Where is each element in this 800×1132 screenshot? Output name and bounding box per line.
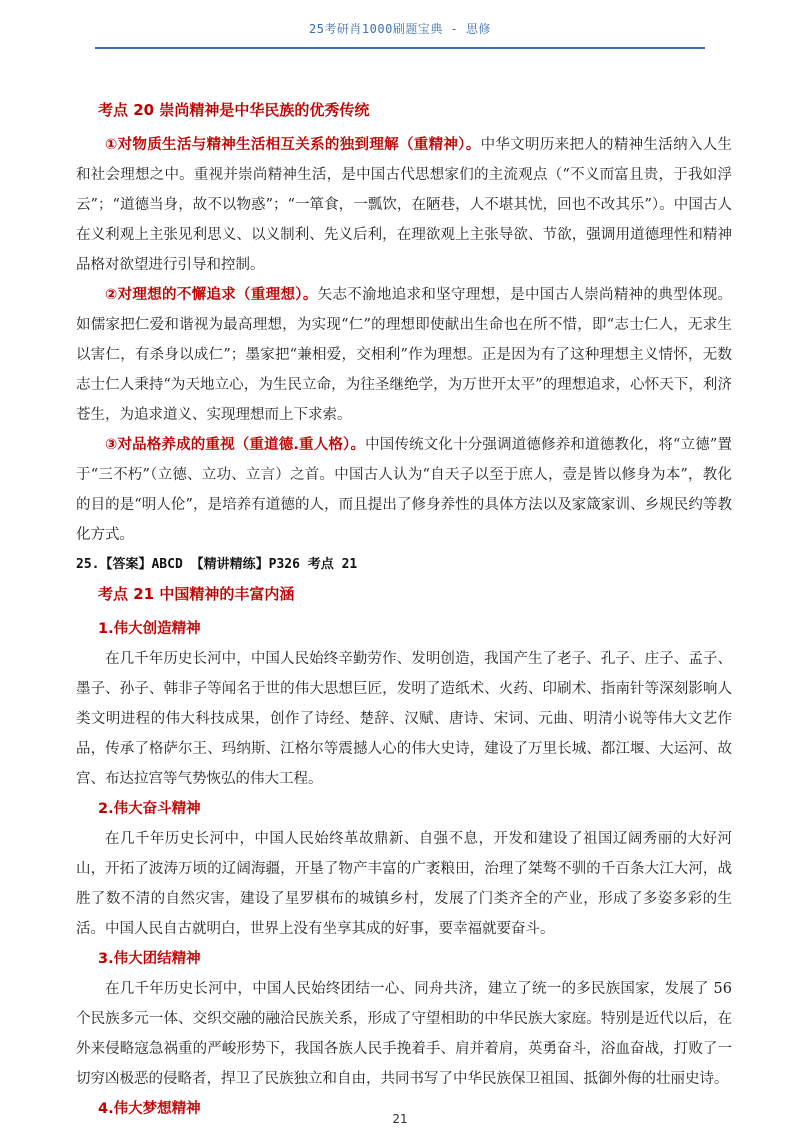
answer-25: 25.【答案】ABCD 【精讲精练】P326 考点 21 [76,557,358,572]
item-1-title: 1.伟大创造精神 [98,621,201,637]
page-header [0,0,800,58]
section-21-heading: 考点 21 中国精神的丰富内涵 [98,585,295,603]
point-1-label: ①对物质生活与精神生活相互关系的独到理解（重精神）。 [105,137,481,153]
main-content [76,100,732,1124]
page-number: 21 [392,1112,408,1126]
section-20-point-2 [76,280,732,430]
item-3-title: 3.伟大团结精神 [98,951,201,967]
section-20-heading: 考点 20 崇尚精神是中华民族的优秀传统 [98,101,370,119]
item-3-text: 在几千年历史长河中，中国人民始终团结一心、同舟共济，建立了统一的多民族国家，发展了 56 个民族多元一体、交织交融的融洽民族关系，形成了守望相助的中华民族大家庭。特别是近代以后，在外来侵略寇急祸重的严峻形势下，我国各族人民手挽着手、肩并着肩，英勇奋斗，浴血奋战，打败了一切穷凶极恶的侵略者，捍卫了民族独立和自由，共同书写了中华民族保卫祖国、抵御外侮的壮丽史诗。 [76,981,732,1087]
point-3-label: ③对品格养成的重视（重道德.重人格）。 [105,437,366,453]
item-1-text: 在几千年历史长河中，中国人民始终辛勤劳作、发明创造，我国产生了老子、孔子、庄子、孟子、墨子、孙子、韩非子等闻名于世的伟大思想巨匠，发明了造纸术、火药、印刷术、指南针等深刻影响人类文明进程的伟大科技成果，创作了诗经、楚辞、汉赋、唐诗、宋词、元曲、明清小说等伟大文艺作品，传承了格萨尔王、玛纳斯、江格尔等震撼人心的伟大史诗，建设了万里长城、都江堰、大运河、故宫、布达拉宫等气势恢弘的伟大工程。 [76,651,732,787]
item-2-title: 2.伟大奋斗精神 [98,801,201,817]
point-2-label: ②对理想的不懈追求（重理想）。 [105,287,318,303]
section-20-point-1 [76,130,732,280]
header-title: 25考研肖1000刷题宝典 - 思修 [308,22,492,36]
header-divider [95,47,705,49]
item-2-text: 在几千年历史长河中，中国人民始终革故鼎新、自强不息，开发和建设了祖国辽阔秀丽的大好河山，开拓了波涛万顷的辽阔海疆，开垦了物产丰富的广袤粮田，治理了桀骜不驯的千百条大江大河，战胜了数不清的自然灾害，建设了星罗棋布的城镇乡村，发展了门类齐全的产业，形成了多姿多彩的生活。中国人民自古就明白，世界上没有坐享其成的好事，要幸福就要奋斗。 [76,831,732,937]
section-20-point-3 [76,430,732,550]
point-1-text: 中华文明历来把人的精神生活纳入人生和社会理想之中。重视并崇尚精神生活，是中国古代思想家们的主流观点（“不义而富且贵，于我如浮云”；“道德当身，故不以物惑”；“一箪食，一瓢饮，在陋巷，人不堪其忧，回也不改其乐”）。中国古人在义利观上主张见利思义、以义制利、先义后利，在理欲观上主张导欲、节欲，强调用道德理性和精神品格对欲望进行引导和控制。 [76,137,733,273]
item-4-title: 4.伟大梦想精神 [98,1101,201,1117]
point-3-text: 中国传统文化十分强调道德修养和道德教化，将“立德”置于“三不朽”（立德、立功、立言）之首。中国古人认为“自天子以至于庶人，壹是皆以修身为本”，教化的目的是“明人伦”，是培养有道德的人，而且提出了修身养性的具体方法以及家箴家训、乡规民约等教化方式。 [76,437,732,543]
point-2-text: 矢志不渝地追求和坚守理想，是中国古人崇尚精神的典型体现。如儒家把仁爱和谐视为最高理想，为实现“仁”的理想即使献出生命也在所不惜，即“志士仁人，无求生以害仁，有杀身以成仁”；墨家把“兼相爱，交相利”作为理想。正是因为有了这种理想主义情怀，无数志士仁人秉持“为天地立心，为生民立命，为往圣继绝学，为万世开太平”的理想追求，心怀天下，利济苍生，为追求道义、实现理想而上下求索。 [76,287,733,423]
